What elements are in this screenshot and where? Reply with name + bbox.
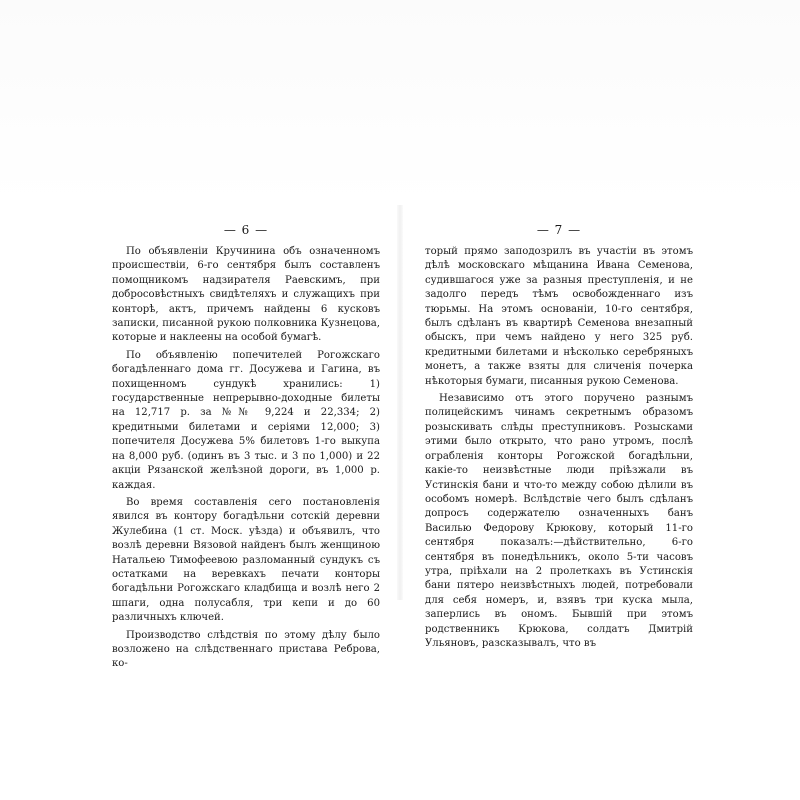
page-body bbox=[112, 245, 380, 672]
scan-margin bbox=[0, 0, 800, 205]
paragraph: Производство слѣдствія по этому дѣлу было возложено на слѣдственнаго пристава Реброва, ко- bbox=[112, 629, 380, 670]
paragraph: торый прямо заподозрилъ въ участіи въ этомъ дѣлѣ московскаго мѣщанина Ивана Семенова, судившагося уже за разныя преступленія, и не задолго передъ тѣмъ освобожденнаго изъ тюрьмы. На этомъ основаніи, 10-го сентября, былъ сдѣланъ въ квартирѣ Семенова внезапный обыскъ, при чемъ найдено у него 325 руб. кредитными билетами и нѣсколько серебряныхъ монетъ, а также взяты для сличенія почерка нѣкоторыя бумаги, писанныя рукою Семенова. bbox=[425, 246, 693, 387]
paragraph: По объявленію попечителей Рогожскаго богадѣленнаго дома гг. Досужева и Гагина, въ похищенномъ сундукѣ хранились: 1) государственные непрерывно-доходные билеты на 12,717 р. за №№ 9,224 и 22,334; 2) кредитными билетами и серіями 12,000; 3) попечителя Досужева 5% билетовъ 1-го выкупа на 8,000 руб. (одинъ въ 3 тыс. и 3 по 1,000) и 22 акціи Рязанской желѣзной дороги, въ 1,000 р. каждая. bbox=[112, 349, 380, 491]
paragraph: Независимо отъ этого поручено разнымъ полицейскимъ чинамъ секретнымъ образомъ розыскивать слѣды преступниковъ. Розысками этими было открыто, что рано утромъ, послѣ ограбленія конторы Рогожской богадѣльни, какіе-то неизвѣстные люди пріѣзжали въ Устинскія бани и что-то между собою дѣлили въ особомъ номерѣ. Вслѣдствіе чего былъ сдѣланъ допросъ содержателю означенныхъ банъ Василью Федорову Крюкову, который 11-го сентября показалъ:—дѣйствительно, 6-го сентября въ понедѣльникъ, около 5-ти часовъ утра, пріѣхали на 2 пролеткахъ въ Устинскія бани пятеро неизвѣстныхъ людей, потребовали для себя номеръ, и, взявъ три куска мыла, заперлись въ ономъ. Бывшій при этомъ родственникъ Крюкова, солдатъ Дмитрій Ульяновъ, разсказывалъ, что въ bbox=[425, 393, 693, 649]
page-number: — 6 — bbox=[223, 223, 269, 237]
paragraph: По объявленіи Кручинина объ означенномъ происшествіи, 6-го сентября былъ составленъ помощникомъ надзирателя Раевскимъ, при добросовѣстныхъ свидѣтеляхъ и служащихъ при конторѣ, актъ, причемъ найдены 6 кусковъ записки, писанной рукою полковника Кузнецова, которые и наклеены на особой бумагѣ. bbox=[112, 246, 380, 344]
paragraph: Во время составленія сего постановленія явился въ контору богадѣльни сотскій деревни Жулебина (1 ст. Моск. уѣзда) и объявилъ, что возлѣ деревни Вязовой найденъ былъ женщиною Натальею Тимофеевою разломанный сундукъ съ остатками на веревкахъ печати конторы богадѣльни Рогожскаго кладбища и возлѣ него 2 шпаги, одна полусабля, три кепи и до 60 различныхъ ключей. bbox=[112, 496, 380, 624]
page-number: — 7 — bbox=[536, 223, 582, 237]
right-page bbox=[425, 223, 693, 651]
left-page bbox=[112, 223, 380, 672]
page-body bbox=[425, 245, 693, 651]
book-gutter bbox=[397, 205, 403, 600]
